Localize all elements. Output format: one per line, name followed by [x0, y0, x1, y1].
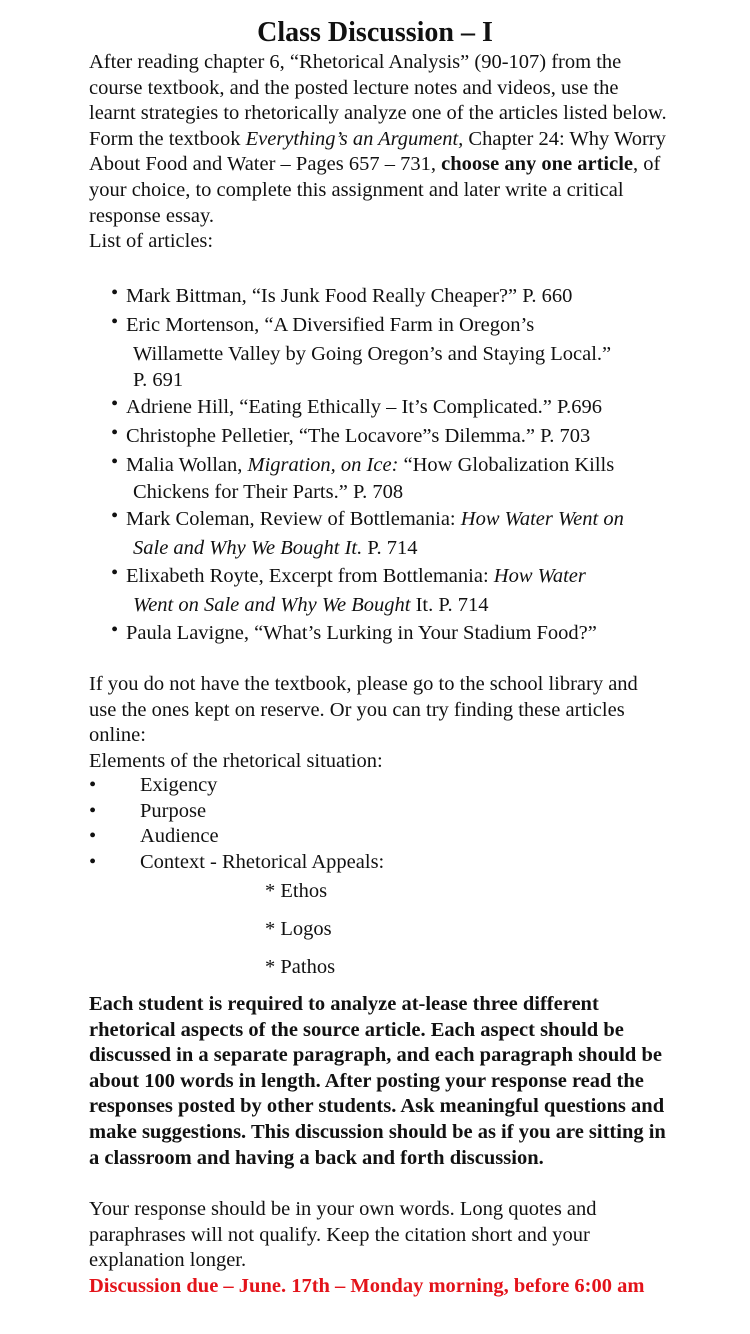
own-words-paragraph: Your response should be in your own words. Long quotes and paraphrases will not qualify. Keep the citation short and your explanation longer. — [89, 1198, 597, 1272]
appeals-list — [265, 877, 335, 991]
appeal-ethos: * Ethos — [265, 880, 328, 902]
instructions-intro — [89, 50, 669, 255]
intro-paragraph: After reading chapter 6, “Rhetorical Analysis” (90-107) from the course textbook, and the posted lecture notes and videos, use the learnt strategies to rhetorically analyze one of the articles listed below. — [89, 51, 667, 125]
book-title: Everything’s an Argument, — [245, 127, 464, 150]
appeal-pathos: * Pathos — [265, 956, 336, 978]
elements-label: Elements of the rhetorical situation: — [89, 749, 383, 772]
list-item: • Elixabeth Royte, Excerpt from Bottlemania: How Water Went on Sale and Why We Bought It. P. 714 — [111, 562, 691, 619]
article-list — [111, 282, 691, 648]
list-item: • Christophe Pelletier, “The Locavore”s Dilemma.” P. 703 — [111, 422, 691, 451]
list-item: • Eric Mortenson, “A Diversified Farm in Oregon’s Willamette Valley by Going Oregon’s and Staying Local.” P. 691 — [111, 311, 691, 393]
list-label: List of articles: — [89, 230, 214, 253]
document-page: Class Discussion – I After reading chapter 6, “Rhetorical Analysis” (90-107) from the course textbook, and the posted lecture notes and videos, use the learnt strategies to rhetorically analyze one of the articles listed below. Form the textbook Everything’s an Argument, Chapter 24: Why Worry About Food and Water – Pages 657 – 731, choose any one article, of your choice, to complete this assignment and later write a critical response essay. List of articles: • Mark Bittman, “Is Junk Food Really Cheaper?” P. 660 • Eric Mortenson, “A Diversified Farm in Oregon’s Willamette Valley by Going Oregon’s and Staying Local.” P. 691 • Adriene Hill, “Eating Ethically – It’s Complicated.” P.696 • Christophe Pelletier, “The Locavore”s Dilemma.” P. 703 • Malia Wollan, Migration, on Ice: “How Globalization Kills Chickens for Their Parts.” P. 708 • Mark Coleman, Review of Bottlemania: How Water Went on Sale and Why We Bought It. P. 714 • Elixabeth Royte, Excerpt from Bottlemania: How Water Went on Sale and Why We Bought It. P. 714 • Paula Lavigne, “What’s Lurking in Your Stadium Food?” If you do not have the textbook, please go to the school library and use the ones kept on reserve. Or you can try finding these articles online: Elements of the rhetorical situation: • Exigency • Purpose • Audience • Context - Rhetorical Appeals: * Ethos * Logos * Pathos Each student is required to analyze at-lease three different rhetorical aspects of the source article. Each aspect should be discussed in a separate paragraph, and each paragraph should be about 100 words in length. After posting your response read the responses posted by other students. Ask meaningful questions and make suggestions. This discussion should be as if you are sitting in a classroom and having a back and forth discussion. Your response should be in your own words. Long quotes and paraphrases will not qualify. Keep the citation short and your explanation longer. Discussion due – June. 17th – Monday morning, before 6:00 am — [0, 0, 750, 1334]
bullet-icon: • — [89, 850, 97, 873]
library-note: If you do not have the textbook, please go to the school library and use the ones kept on reserve. Or you can try finding these articles online: Elements of the rhetorical situation: — [89, 672, 669, 774]
bullet-icon: • — [89, 774, 97, 796]
requirements-paragraph: Each student is required to analyze at-lease three different rhetorical aspects of the source article. Each aspect should be discussed in a separate paragraph, and each paragraph should be about 100 words in length. After posting your response read the responses posted by other students. Ask meaningful questions and make suggestions. This discussion should be as if you are sitting in a classroom and having a back and forth discussion. — [89, 993, 666, 1169]
list-item: • Mark Bittman, “Is Junk Food Really Cheaper?” P. 660 — [111, 282, 691, 311]
list-item: • Paula Lavigne, “What’s Lurking in Your Stadium Food?” — [111, 619, 691, 648]
list-item: • Adriene Hill, “Eating Ethically – It’s Complicated.” P.696 — [111, 393, 691, 422]
bullet-icon: • — [89, 799, 97, 822]
textbook-paragraph: Form the textbook Everything’s an Argument, Chapter 24: Why Worry About Food and Water – Pages 657 – 731, choose any one article, of your choice, to complete this assignment and later write a critical response essay. — [89, 127, 666, 227]
appeal-logos: * Logos — [265, 918, 332, 940]
list-item: • Mark Coleman, Review of Bottlemania: How Water Went on Sale and Why We Bought It. P. 714 — [111, 505, 691, 562]
page-title: Class Discussion – I — [257, 17, 493, 48]
due-date-notice: Discussion due – June. 17th – Monday morning, before 6:00 am — [89, 1275, 645, 1297]
bullet-icon: • — [89, 825, 97, 848]
emphasis-choose: choose any one article — [441, 153, 634, 176]
list-item: • Malia Wollan, Migration, on Ice: “How Globalization Kills Chickens for Their Parts.” P. 708 — [111, 451, 691, 505]
